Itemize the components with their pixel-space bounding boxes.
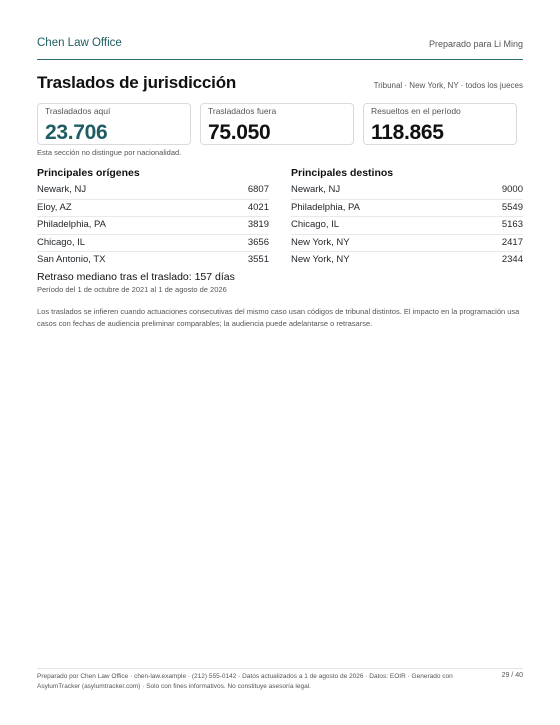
case-count: 9000: [501, 184, 523, 195]
case-count: 5549: [501, 201, 523, 213]
case-count: 2417: [501, 236, 523, 248]
case-count: 4021: [247, 201, 269, 213]
case-count: 3656: [247, 236, 269, 248]
stat-card-value: 23.706: [45, 121, 108, 144]
stat-cards: [37, 103, 517, 145]
case-count: 2344: [501, 254, 523, 265]
place-name: Philadelphia, PA: [291, 201, 361, 213]
list-item: [291, 235, 523, 253]
case-count: 3819: [247, 219, 269, 230]
place-name: New York, NY: [291, 236, 350, 248]
destinations-title: Principales destinos: [291, 167, 394, 179]
list-item: [291, 252, 523, 269]
stat-card-transferred-in: [37, 103, 191, 145]
list-item: [37, 252, 269, 269]
list-item: [37, 217, 269, 235]
place-name: Eloy, AZ: [37, 201, 72, 213]
prepared-for: Preparado para Li Ming: [428, 39, 523, 49]
page-number: 29 / 40: [501, 672, 523, 679]
place-name: Newark, NJ: [291, 184, 341, 195]
list-item: [291, 182, 523, 200]
place-name: Chicago, IL: [291, 219, 340, 230]
nationality-note: Esta sección no distingue por nacionalidad.: [37, 148, 182, 157]
page-header: [37, 37, 523, 60]
list-item: [291, 200, 523, 218]
stat-card-value: 118.865: [371, 121, 444, 144]
reporting-period: Período del 1 de octubre de 2021 al 1 de agosto de 2026: [37, 285, 227, 294]
section-title: Traslados de jurisdicción: [37, 73, 237, 92]
list-item: [37, 235, 269, 253]
case-count: 6807: [247, 184, 269, 195]
place-name: Chicago, IL: [37, 236, 86, 248]
stat-card-resolved: [363, 103, 517, 145]
page-footer: [37, 668, 523, 691]
case-count: 3551: [247, 254, 269, 265]
section-scope: Tribunal · New York, NY · todos los jueces: [373, 81, 523, 90]
stat-card-label: Trasladados fuera: [208, 106, 277, 116]
median-delay: Retraso mediano tras el traslado: 157 días: [37, 271, 235, 283]
list-item: [291, 217, 523, 235]
stat-card-label: Resueltos en el período: [371, 106, 461, 116]
place-name: Philadelphia, PA: [37, 219, 107, 230]
case-count: 5163: [501, 219, 523, 230]
firm-name: Chen Law Office: [37, 37, 122, 49]
section-heading: [37, 73, 523, 93]
destinations-list: [291, 167, 523, 269]
origins-list: [37, 167, 269, 269]
place-name: Newark, NJ: [37, 184, 87, 195]
stat-card-value: 75.050: [208, 121, 271, 144]
place-name: San Antonio, TX: [37, 254, 106, 265]
stat-card-transferred-out: [200, 103, 354, 145]
list-item: [37, 200, 269, 218]
methodology-note: Los traslados se infieren cuando actuaciones consecutivas del mismo caso usan códigos de tribunal distintos. El impacto en la programación usa casos con fechas de audiencia preliminar comparables; la audiencia puede adelantarse o retrasarse.: [37, 307, 520, 328]
stat-card-label: Trasladados aquí: [45, 106, 111, 116]
place-name: New York, NY: [291, 254, 350, 265]
list-item: [37, 182, 269, 200]
origins-title: Principales orígenes: [37, 167, 140, 179]
footer-disclaimer: Preparado por Chen Law Office · chen-law.example · (212) 555-0142 · Datos actualizados a 1 de agosto de 2026 · Datos: EOIR · Generado con AsylumTracker (asylumtracker.com) · Solo con fines informativos. No constituye asesoría legal.: [37, 673, 453, 690]
